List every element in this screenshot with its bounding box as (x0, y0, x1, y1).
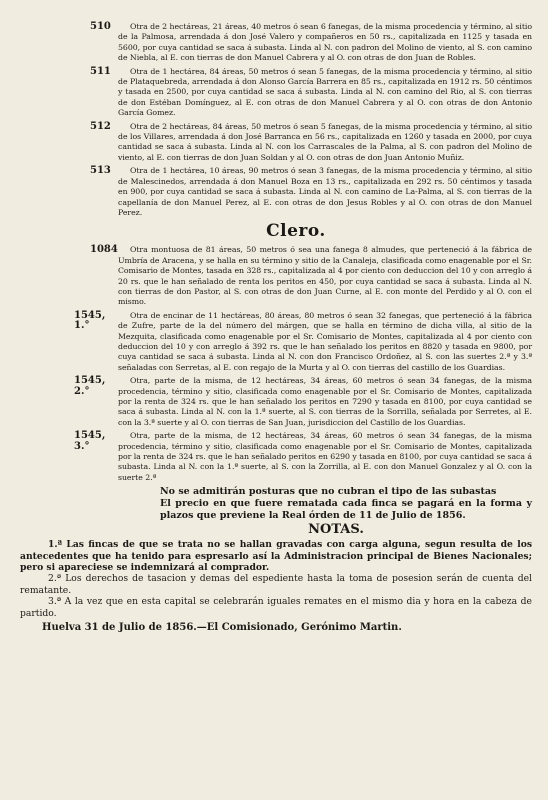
lot-entry (20, 67, 532, 119)
lot-description: Otra de 2 hectáreas, 21 áreas, 40 metros ó sean 6 fanegas, de la misma procedencia y término, al sitio de la Palmosa, arrendada á don José Valero y compañeros en 50 rs., capitalizada en 1125 y tasada en 5600, por cuya cantidad se saca á subasta. Linda al N. con padron del Molino de viento, al S. con camino de Niebla, al E. con tierras de don Manuel Cabrera y al O. con otras de don Juan de Robles. (118, 22, 532, 63)
notes-title: NOTAS. (308, 522, 364, 538)
lots-after (20, 245, 532, 483)
lot-number: 1545, 1.° (74, 309, 106, 332)
lot-entry (20, 245, 532, 307)
lot-number: 512 (90, 120, 111, 132)
lot-description: Otra de 2 hectáreas, 84 áreas, 50 metros ó sean 5 fanegas, de la misma procedencia y término, al sitio de los Villares, arrendada á don José Barranca en 56 rs., capitalizada en 1260 y tasada en 2000, por cuya cantidad se saca á subasta. Linda al N. con los Carrascales de la Palma, al S. con padron del Molino de viento, al E. con tierras de don Juan Soldan y al O. con otras de don Juan Antonio Muñiz. (118, 121, 532, 162)
lot-number: 510 (90, 21, 111, 32)
lot-entry (20, 431, 532, 483)
lot-description: Otra de encinar de 11 hectáreas, 80 áreas, 80 metros ó sean 32 fanegas, que perteneció á la fábrica de Zufre, parte de la del número del márgen, que se halla en término de dicha villa, al sitio de la Mezquita, clasificada como enagenable por el Sr. Comisario de Montes, capitalizada al 4 por ciento con deduccion del 10 y con arreglo á 392 rs. que le han señalado los peritos en 8820 y tasada en 9800, por cuya cantidad se saca á subasta. Linda al N. con don Francisco Ordoñez, al S. con las suertes 2.ª y 3.ª señaladas con Serretas, al E. con regajo de la Murta y al O. con tierras del castillo de los Guardias. (118, 310, 532, 372)
auction-notice (160, 486, 532, 522)
lot-entry (20, 376, 532, 428)
lot-number: 1084 (90, 244, 118, 256)
note-item: 1.ª Las fincas de que se trata no se hallan gravadas con carga alguna, segun resulta de los antecedentes que ha tenido para espresarlo así la Administracion principal de Bienes Nacionales; pero si apareciese se indemnizará al comprador. (20, 539, 532, 574)
lot-entry (20, 166, 532, 218)
lot-entry (20, 311, 532, 373)
note-item: 2.ª Los derechos de tasacion y demas del espediente hasta la toma de posesion serán de cuenta del rematante. (20, 573, 532, 596)
notice-line: No se admitirán posturas que no cubran el tipo de las subastas (160, 486, 497, 498)
lot-number: 1545, 2.° (74, 375, 106, 397)
lots-before (20, 22, 532, 218)
lot-description: Otra, parte de la misma, de 12 hectáreas, 34 áreas, 60 metros ó sean 34 fanegas, de la misma procedencia, término y sitio, clasificada como enagenable por el Sr. Comisario de Montes, capitalizada por la renta de 324 rs. que le han señalado los peritos en 7290 y tasada en 8100, por cuya cantidad se saca á subasta. Linda al N. con la 1.ª suerte, al S. con tierras de la Sorrilla, señalada por Serretes, al E. con la 3.ª suerte y al O. con tierras de San Juan, jurisdiccion del Castillo de los Guardias. (118, 376, 532, 427)
lot-description: Otra montuosa de 81 áreas, 50 metros ó sea una fanega 8 almudes, que perteneció á la fábrica de Umbría de Aracena, y se halla en su término y sitio de la Canaleja, clasificada como enagenable por el Sr. Comisario de Montes, tasada en 328 rs., capitalizada al 4 por ciento con deduccion del 10 y con arreglo á 20 rs. que le han señalado de renta los peritos en 450, por cuya cantidad se saca á subasta. Linda al N. con tierras de don Pastor, al S. con otras de don Juan Curne, al E. con monte del Perdido y al O. con el mismo. (118, 245, 532, 307)
notes-list (20, 539, 532, 619)
note-item: 3.ª A la vez que en esta capital se celebrarán iguales remates en el mismo dia y hora en la cabeza de partido. (20, 596, 532, 619)
lot-description: Otra de 1 hectárea, 84 áreas, 50 metros ó sean 5 fanegas, de la misma procedencia y término, al sitio de Plataquebreda, arrendada á don Alonso García Barrera en 85 rs., capitalizada en 1912 rs. 50 céntimos y tasada en 2500, por cuya cantidad se saca á subasta. Linda al N. con camino del Rio, al S. con tierras de don Estéban Domínguez, al E. con otras de don Manuel Cabrera y al O. con otras de don Antonio García Gomez. (118, 66, 532, 118)
lot-number: 511 (90, 65, 111, 77)
lot-entry (20, 122, 532, 164)
lot-number: 1545, 3.° (74, 430, 106, 452)
lot-entry (20, 22, 532, 64)
signature-line: Huelva 31 de Julio de 1856.—El Comisionado, Gerónimo Martin. (42, 622, 402, 634)
lot-number: 513 (90, 165, 111, 177)
section-title: Clero. (266, 221, 326, 242)
lot-description: Otra de 1 hectárea, 10 áreas, 90 metros ó sean 3 fanegas, de la misma procedencia y término, al sitio de Malescinedos, arrendada á don Manuel Boza en 13 rs., capitalizada en 292 rs. 50 céntimos y tasada en 900, por cuya cantidad se saca á subasta. Linda al N. con camino de La-Palma, al S. con tierras de la capellanía de don Manuel Perez, al E. con otras de don Jesus Robles y al O. con otras de don Manuel Perez. (118, 166, 532, 217)
lot-description: Otra, parte de la misma, de 12 hectáreas, 34 áreas, 60 metros ó sean 34 fanegas, de la misma procedencia, término y sitio, clasificada como enagenable por el Sr. Comisario de Montes, capitalizada por la renta de 324 rs. que le han señalado peritos en 6290 y tasada en 8100, por cuya cantidad se saca á subasta. Linda al N. con la 1.ª suerte, al S. con la Zorrilla, al E. con don Manuel Gonzalez y al O. con la suerte 2.ª (118, 431, 532, 482)
notice-line: El precio en que fuere rematada cada finca se pagará en la forma y plazos que previene la Real órden de 11 de Julio de 1856. (160, 498, 532, 522)
